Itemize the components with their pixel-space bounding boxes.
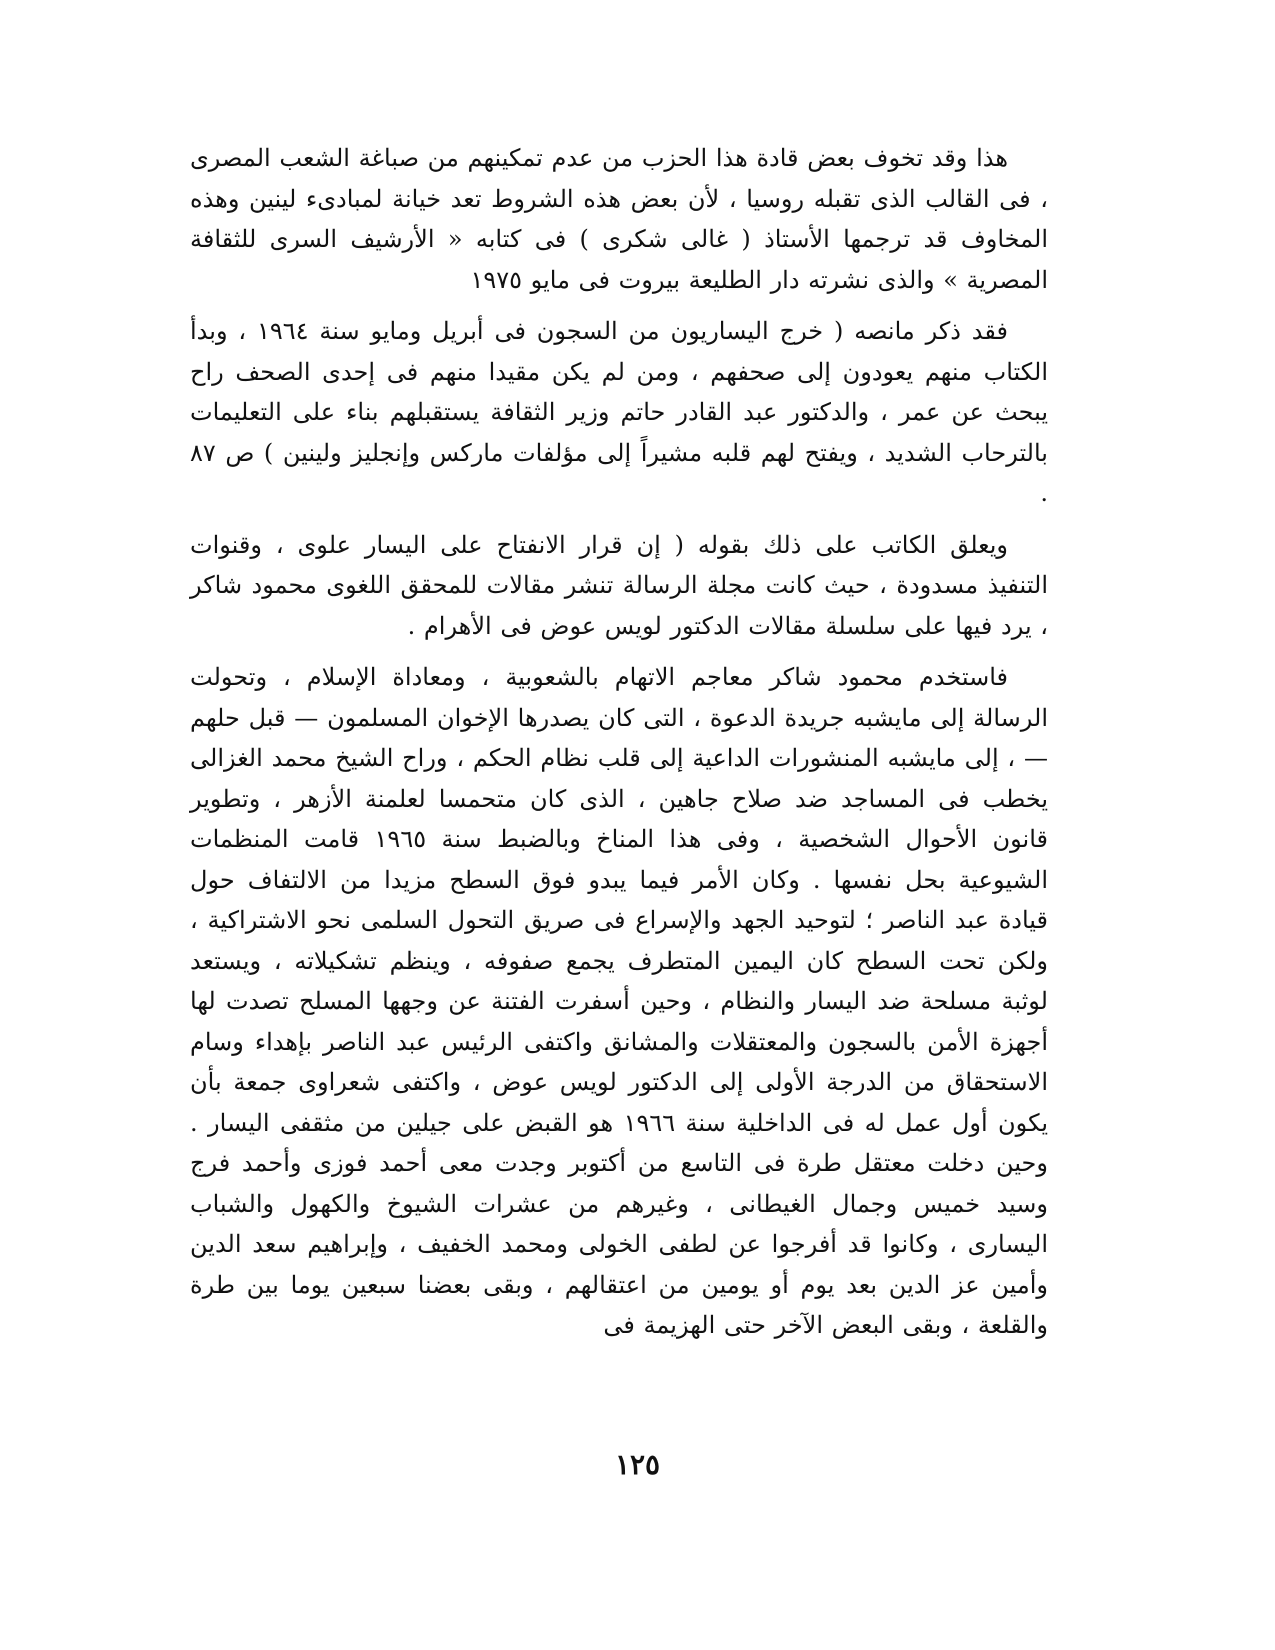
body-text: [190, 138, 1048, 1357]
page-number: ١٢٥: [614, 1448, 661, 1481]
paragraph-2: فقد ذكر مانصه ( خرج اليساريون من السجون فى أبريل ومايو سنة ١٩٦٤ ، وبدأ الكتاب منهم يعودون إلى صحفهم ، ومن لم يكن مقيدا منهم فى إحدى الصحف راح يبحث عن عمر ، والدكتور عبد القادر حاتم وزير الثقافة يستقبلهم بناء على التعليمات بالترحاب الشديد ، ويفتح لهم قلبه مشيراً إلى مؤلفات ماركس وإنجليز ولينين ) ص ٨٧ .: [190, 317, 1049, 507]
paragraph-3: ويعلق الكاتب على ذلك بقوله ( إن قرار الانفتاح على اليسار علوى ، وقنوات التنفيذ مسدودة ، حيث كانت مجلة الرسالة تنشر مقالات للمحقق اللغوى محمود شاكر ، يرد فيها على سلسلة مقالات الدكتور لويس عوض فى الأهرام .: [190, 530, 1048, 640]
paragraph-1: هذا وقد تخوف بعض قادة هذا الحزب من عدم تمكينهم من صباغة الشعب المصرى ، فى القالب الذى تقبله روسيا ، لأن بعض هذه الشروط تعد خيانة لمبادىء لينين وهذه المخاوف قد ترجمها الأستاذ ( غالى شكرى ) فى كتابه « الأرشيف السرى للثقافة المصرية » والذى نشرته دار الطليعة بيروت فى مايو ١٩٧٥: [190, 144, 1048, 294]
paragraph-4: فاستخدم محمود شاكر معاجم الاتهام بالشعوبية ، ومعاداة الإسلام ، وتحولت الرسالة إلى مايشبه جريدة الدعوة ، التى كان يصدرها الإخوان المسلمون — قبل حلهم — ، إلى مايشبه المنشورات الداعية إلى قلب نظام الحكم ، وراح الشيخ محمد الغزالى يخطب فى المساجد ضد صلاح جاهين ، الذى كان متحمسا لعلمنة الأزهر ، وتطوير قانون الأحوال الشخصية ، وفى هذا المناخ وبالضبط سنة ١٩٦٥ قامت المنظمات الشيوعية بحل نفسها . وكان الأمر فيما يبدو فوق السطح مزيدا من الالتفاف حول قيادة عبد الناصر ؛ لتوحيد الجهد والإسراع فى صريق التحول السلمى نحو الاشتراكية ، ولكن تحت السطح كان اليمين المتطرف يجمع صفوفه ، وينظم تشكيلاته ، ويستعد لوثبة مسلحة ضد اليسار والنظام ، وحين أسفرت الفتنة عن وجهها المسلح تصدت لها أجهزة الأمن بالسجون والمعتقلات والمشانق واكتفى الرئيس عبد الناصر بإهداء وسام الاستحقاق من الدرجة الأولى إلى الدكتور لويس عوض ، واكتفى شعراوى جمعة بأن يكون أول عمل له فى الداخلية سنة ١٩٦٦ هو القبض على جيلين من مثقفى اليسار . وحين دخلت معتقل طرة فى التاسع من أكتوبر وجدت معى أحمد فوزى وأحمد فرج وسيد خميس وجمال الغيطانى ، وغيرهم من عشرات الشيوخ والكهول والشباب اليسارى ، وكانوا قد أفرجوا عن لطفى الخولى ومحمد الخفيف ، وإبراهيم سعد الدين وأمين عز الدين بعد يوم أو يومين من اعتقالهم ، وبقى بعضنا سبعين يوما بين طرة والقلعة ، وبقى البعض الآخر حتى الهزيمة فى: [190, 663, 1049, 1339]
